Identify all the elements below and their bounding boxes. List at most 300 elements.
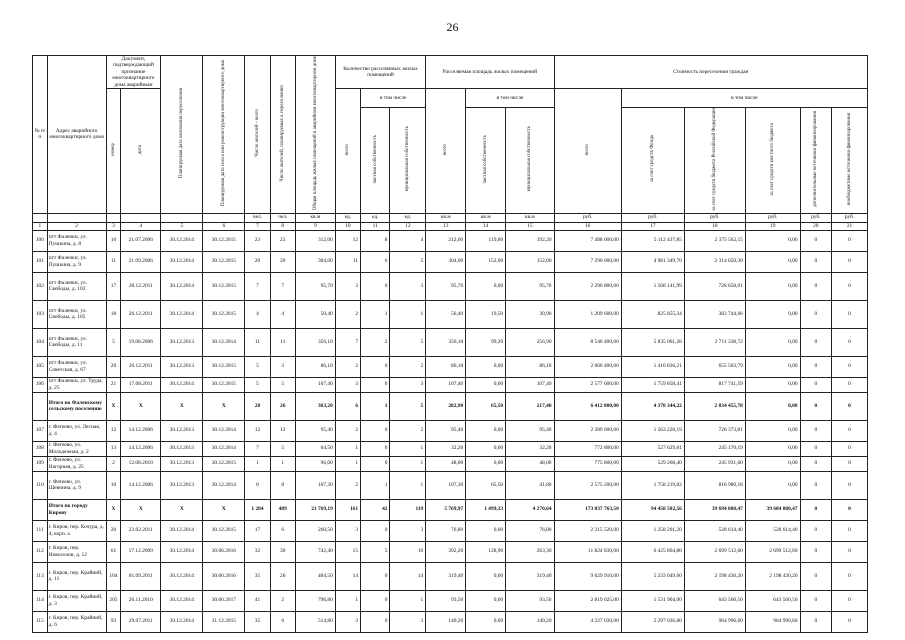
table-cell: 0,00	[466, 420, 506, 441]
table-cell: 76,80	[506, 520, 554, 541]
table-cell: 8	[270, 471, 295, 499]
table-cell: 41	[245, 590, 270, 611]
table-cell: 404,50	[295, 562, 335, 590]
subtotal-row	[33, 392, 868, 420]
header-cost-total: всего	[554, 89, 621, 214]
resettlement-table-wrapper	[32, 55, 868, 633]
table-cell: 28	[245, 392, 270, 420]
column-number-cell: 8	[270, 222, 295, 230]
table-cell: 2 198 430,20	[684, 562, 745, 590]
table-cell: 107,40	[426, 377, 466, 392]
table-cell: 2 198 430,20	[745, 562, 800, 590]
table-cell: 18	[106, 300, 121, 328]
table-cell: 2 297 036,80	[621, 611, 684, 632]
header-area-private: частная собственность	[466, 107, 506, 213]
table-cell: 392,20	[426, 541, 466, 562]
table-cell: 356,10	[295, 328, 335, 356]
table-cell: 26.11.2010	[121, 590, 161, 611]
table-cell: 212,00	[426, 230, 466, 251]
address-cell: г. Фатеево, ул. Молодежная, д. 2	[47, 441, 106, 456]
table-cell: 0,00	[745, 377, 800, 392]
table-cell: 26.12.2011	[121, 356, 161, 377]
table-cell: 514,80	[295, 611, 335, 632]
header-doc: Документ, подтверждающий признание многоквартирного дома аварийным	[106, 56, 161, 89]
table-cell: 8 546 400,00	[554, 328, 621, 356]
table-header	[33, 56, 868, 223]
table-cell: 5	[270, 441, 295, 456]
column-number-cell: 6	[203, 222, 245, 230]
table-cell: 0	[832, 611, 868, 632]
header-address: Адрес аварийного многоквартирного дома	[47, 56, 106, 214]
table-cell: 106	[33, 377, 48, 392]
header-rooms-incl: в том числе	[361, 89, 426, 108]
address-cell: пгт Фаленки, ул. Пушкина, д. 9	[47, 251, 106, 272]
table-cell: 7	[335, 328, 360, 356]
table-cell: 0	[361, 590, 390, 611]
table-cell: 0	[800, 456, 832, 471]
column-number-cell: 9	[295, 222, 335, 230]
table-cell: 2	[390, 420, 426, 441]
table-cell: 11	[335, 251, 360, 272]
unit-cell: руб.	[554, 213, 621, 222]
table-cell: 356,10	[426, 328, 466, 356]
table-cell: 2	[361, 328, 390, 356]
table-row	[33, 230, 868, 251]
table-cell: 17.08.2011	[121, 377, 161, 392]
table-cell: 35	[245, 562, 270, 590]
table-cell: 2 711 338,72	[684, 328, 745, 356]
unit-cell: ед.	[390, 213, 426, 222]
column-number-cell: 3	[106, 222, 121, 230]
table-cell: 0,00	[745, 328, 800, 356]
table-cell: 2 699 512,60	[745, 541, 800, 562]
unit-cell: кв.м	[295, 213, 335, 222]
table-cell: 0,00	[466, 520, 506, 541]
table-cell: 103	[33, 300, 48, 328]
table-cell: 11	[245, 328, 270, 356]
table-cell: 528 614,40	[684, 520, 745, 541]
table-cell: 0	[361, 272, 390, 300]
resettlement-table	[32, 55, 868, 633]
header-area-total: Общая площадь жилых помещений в аварийном многоквартирном доме	[295, 56, 335, 214]
header-rooms-count: Количество расселяемых жилых помещений	[335, 56, 425, 89]
table-cell: 42	[361, 499, 390, 520]
table-cell: 20	[245, 251, 270, 272]
table-cell: 6	[335, 392, 360, 420]
table-cell: 95,40	[426, 420, 466, 441]
table-cell: 0,00	[466, 562, 506, 590]
table-cell: 65,50	[466, 392, 506, 420]
table-cell: 64,50	[295, 441, 335, 456]
table-cell: 260,50	[295, 520, 335, 541]
table-cell: 282,90	[426, 392, 466, 420]
table-cell: 312,00	[295, 230, 335, 251]
header-planned-demolition: Планируемая дата сноса или реконструкции многоквартирного дома	[203, 56, 245, 214]
column-number-cell: 15	[506, 222, 554, 230]
table-cell: 0,00	[745, 230, 800, 251]
table-cell: 119,80	[466, 230, 506, 251]
unit-cell: руб.	[621, 213, 684, 222]
table-cell: 14	[335, 562, 360, 590]
table-cell: 5 112 437,85	[621, 230, 684, 251]
table-cell: 30,90	[506, 300, 554, 328]
table-cell: 2	[270, 590, 295, 611]
table-cell: 816 980,18	[684, 471, 745, 499]
table-row	[33, 272, 868, 300]
table-cell: 61	[106, 541, 121, 562]
header-cost-region: за счет средств бюджета Российской Федерации	[684, 107, 745, 213]
table-cell: 0	[361, 562, 390, 590]
table-cell: 0,00	[466, 272, 506, 300]
table-cell: 6	[270, 520, 295, 541]
table-cell: 0	[800, 392, 832, 420]
table-cell: 3	[270, 356, 295, 377]
header-doc-date: дата	[121, 89, 161, 214]
header-doc-number: номер	[106, 89, 121, 214]
table-cell: 30.12.2015	[203, 520, 245, 541]
table-cell: 0	[832, 590, 868, 611]
address-cell: пгт Фаленки, ул. Советская, д. 67	[47, 356, 106, 377]
table-cell: 0,00	[466, 441, 506, 456]
table-cell: 30	[270, 541, 295, 562]
table-cell: 2	[335, 471, 360, 499]
table-cell: 1 758 219,82	[621, 471, 684, 499]
table-cell: 0	[832, 328, 868, 356]
table-cell: 2 375 562,15	[684, 230, 745, 251]
table-cell: 30.06.2017	[203, 590, 245, 611]
table-cell: 0	[832, 377, 868, 392]
table-cell: 3	[390, 611, 426, 632]
table-cell: 1	[390, 590, 426, 611]
table-cell: 112	[33, 541, 48, 562]
table-cell: 4 378 344,22	[621, 392, 684, 420]
table-cell: 0	[361, 420, 390, 441]
table-cell: 128,90	[466, 541, 506, 562]
table-cell: 115	[33, 611, 48, 632]
unit-cell: чел.	[270, 213, 295, 222]
table-cell: 192,20	[506, 230, 554, 251]
table-cell: 0	[800, 520, 832, 541]
table-row	[33, 590, 868, 611]
table-cell: 30.12.2014	[203, 328, 245, 356]
table-cell: 30.12.2013	[161, 471, 203, 499]
header-cost-other: внебюджетные источники финансирования	[832, 107, 868, 213]
column-number-cell: 12	[390, 222, 426, 230]
table-cell: 1 499,33	[466, 499, 506, 520]
table-cell: 1	[390, 300, 426, 328]
column-number-cell: 13	[426, 222, 466, 230]
table-cell: 1 563 226,19	[621, 420, 684, 441]
table-cell: 23	[270, 230, 295, 251]
header-cost-extra: дополнительные источники финансирования	[800, 107, 832, 213]
table-cell: X	[203, 499, 245, 520]
table-cell: 1 258 201,20	[621, 520, 684, 541]
table-cell: 21.09.2006	[121, 251, 161, 272]
table-cell: 2 577 600,00	[554, 377, 621, 392]
table-cell: 0	[800, 251, 832, 272]
address-cell: г. Киров, пер. Кочура, д. 4, корп. а	[47, 520, 106, 541]
table-cell: 39 684 880,47	[745, 499, 800, 520]
column-number-cell: 16	[554, 222, 621, 230]
table-cell: 245 170,19	[684, 441, 745, 456]
table-cell: 140,20	[506, 611, 554, 632]
table-cell: 0	[832, 520, 868, 541]
table-cell: 50,40	[295, 300, 335, 328]
table-cell: 1	[390, 471, 426, 499]
table-cell: 8	[361, 230, 390, 251]
table-cell: 30.12.2015	[203, 251, 245, 272]
table-row	[33, 300, 868, 328]
address-cell: Итого по Фаленскому сельскому поселению	[47, 392, 106, 420]
table-cell	[33, 392, 48, 420]
table-cell: 6 412 800,00	[554, 392, 621, 420]
table-cell: 319,40	[506, 562, 554, 590]
table-cell: 0	[832, 562, 868, 590]
table-cell: 94 458 502,56	[621, 499, 684, 520]
table-cell: 0	[361, 456, 390, 471]
header-planned-resettlement: Планируемая дата окончания переселения	[161, 56, 203, 214]
table-cell: X	[203, 392, 245, 420]
table-cell: 17	[245, 520, 270, 541]
column-number-cell: 4	[121, 222, 161, 230]
header-cost-fund: за счет средств Фонда	[621, 107, 684, 213]
column-number-cell: 1	[33, 222, 48, 230]
table-cell: 2	[335, 300, 360, 328]
table-cell: 107	[33, 420, 48, 441]
table-cell: 0,00	[466, 377, 506, 392]
table-cell: 76,80	[426, 520, 466, 541]
table-cell: 383 744,66	[684, 300, 745, 328]
table-row	[33, 356, 868, 377]
table-cell: 12	[106, 420, 121, 441]
table-row	[33, 251, 868, 272]
table-cell: X	[106, 392, 121, 420]
table-cell: 14.12.2006	[121, 471, 161, 499]
table-cell: 0	[800, 230, 832, 251]
table-cell: 2 314 650,30	[684, 251, 745, 272]
table-cell: 0	[832, 499, 868, 520]
address-cell: пгт Фаленки, ул. Свободы, д. 11	[47, 328, 106, 356]
table-cell: 1	[390, 456, 426, 471]
unit-cell: руб.	[684, 213, 745, 222]
table-cell: 28.12.2011	[121, 272, 161, 300]
table-cell: 0	[800, 562, 832, 590]
table-cell: 21	[106, 377, 121, 392]
table-cell: 655 563,79	[684, 356, 745, 377]
table-cell: 4	[245, 300, 270, 328]
table-cell: 0	[832, 230, 868, 251]
table-cell: 30.12.2014	[161, 611, 203, 632]
header-residents: Число жителей - всего	[245, 56, 270, 214]
table-cell: 0,00	[745, 272, 800, 300]
table-cell: 30.12.2014	[161, 520, 203, 541]
table-cell: X	[106, 499, 121, 520]
table-cell: 23.02.2011	[121, 520, 161, 541]
table-cell: 1 531 904,00	[621, 590, 684, 611]
table-cell: 363,20	[295, 392, 335, 420]
address-cell: г. Киров, пер. Крайний, д. 6	[47, 611, 106, 632]
table-cell: 245 931,60	[684, 456, 745, 471]
table-cell: 114	[33, 590, 48, 611]
table-cell: 5	[390, 328, 426, 356]
table-cell: 7 296 000,00	[554, 251, 621, 272]
table-cell: 1	[245, 456, 270, 471]
table-cell: 1 284	[245, 499, 270, 520]
table-cell: 17	[106, 272, 121, 300]
table-cell: 19,50	[466, 300, 506, 328]
table-cell: 19.08.2006	[121, 328, 161, 356]
unit-cell: кв.м	[466, 213, 506, 222]
table-cell: 0	[361, 520, 390, 541]
table-cell: 30.12.2014	[161, 251, 203, 272]
unit-cell: руб.	[800, 213, 832, 222]
table-cell: 152,00	[466, 251, 506, 272]
table-row	[33, 562, 868, 590]
table-cell: 35	[245, 611, 270, 632]
table-cell: 48,00	[506, 456, 554, 471]
table-cell: 3	[390, 520, 426, 541]
table-cell: 2	[335, 420, 360, 441]
table-cell: 95,40	[506, 420, 554, 441]
header-cost: Стоимость переселения граждан	[554, 56, 867, 89]
table-cell: 7	[270, 272, 295, 300]
table-cell: 0	[361, 356, 390, 377]
table-cell: 108	[33, 441, 48, 456]
table-cell: 10	[106, 230, 121, 251]
column-number-cell: 20	[800, 222, 832, 230]
table-cell: 0,00	[466, 456, 506, 471]
table-cell: 01.09.2011	[121, 562, 161, 590]
column-number-cell: 10	[335, 222, 360, 230]
table-cell: 205	[106, 590, 121, 611]
table-cell: 140,20	[426, 611, 466, 632]
table-cell: 20	[106, 356, 121, 377]
table-cell: 30.12.2014	[161, 377, 203, 392]
table-cell: 113	[33, 562, 48, 590]
column-number-cell: 19	[745, 222, 800, 230]
table-cell: 3	[390, 272, 426, 300]
table-cell: 5	[270, 377, 295, 392]
table-cell: 0	[800, 441, 832, 456]
table-cell: 107,40	[506, 377, 554, 392]
table-cell: 2 575 200,00	[554, 471, 621, 499]
table-cell: 5	[245, 377, 270, 392]
header-rooms-total: всего	[335, 89, 360, 214]
table-cell: 26.12.2011	[121, 300, 161, 328]
table-cell: 1	[361, 471, 390, 499]
table-cell: 0	[832, 251, 868, 272]
table-cell: 101	[33, 251, 48, 272]
table-cell: 30.12.2013	[161, 456, 203, 471]
table-cell: 0	[800, 611, 832, 632]
table-cell: 20	[106, 520, 121, 541]
table-cell: 2	[106, 456, 121, 471]
table-cell: 30.12.2015	[203, 456, 245, 471]
table-cell: X	[121, 392, 161, 420]
address-cell: г. Киров, пер. Новоселов, д. 12	[47, 541, 106, 562]
unit-cell: руб.	[745, 213, 800, 222]
table-cell: 30.12.2014	[161, 230, 203, 251]
column-number-cell: 14	[466, 222, 506, 230]
header-area-incl: в том числе	[466, 89, 554, 108]
table-cell: 0	[800, 272, 832, 300]
table-cell: 30.12.2014	[203, 441, 245, 456]
table-cell: 6	[361, 251, 390, 272]
subtotal-row	[33, 499, 868, 520]
table-cell: 2 289 600,00	[554, 420, 621, 441]
table-cell: 0,00	[745, 441, 800, 456]
table-cell: 0,00	[745, 471, 800, 499]
table-cell: 11	[270, 328, 295, 356]
table-cell: 0	[800, 499, 832, 520]
table-cell: 256,90	[506, 328, 554, 356]
table-cell: 964 996,60	[745, 611, 800, 632]
column-number-cell: 17	[621, 222, 684, 230]
table-cell: 14	[390, 562, 426, 590]
table-cell: 2 066 400,00	[554, 356, 621, 377]
table-cell: 2	[390, 356, 426, 377]
address-cell: пгт Фаленки, ул. Свободы, д. 105	[47, 300, 106, 328]
table-cell: 0	[800, 420, 832, 441]
table-cell: 0,00	[745, 356, 800, 377]
table-cell: 95,70	[295, 272, 335, 300]
unit-cell: чел.	[245, 213, 270, 222]
table-cell: 1 759 858,41	[621, 377, 684, 392]
address-cell: г. Киров, пер. Крайний, д. 3	[47, 590, 106, 611]
table-cell: 10	[106, 471, 121, 499]
table-cell: 0	[800, 328, 832, 356]
table-cell: 2	[335, 356, 360, 377]
table-cell: 0,00	[745, 420, 800, 441]
header-cost-local: за счет средств местного бюджета	[745, 107, 800, 213]
table-cell: X	[161, 499, 203, 520]
table-cell: 30.12.2014	[161, 541, 203, 562]
table-cell: 30.12.2014	[203, 471, 245, 499]
unit-cell: кв.м	[426, 213, 466, 222]
table-cell: 772 800,00	[554, 441, 621, 456]
address-cell: пгт Фаленки, ул. Пушкина, д. 8	[47, 230, 106, 251]
table-cell: 319,40	[426, 562, 466, 590]
table-row	[33, 611, 868, 632]
table-cell: 26	[270, 392, 295, 420]
table-row	[33, 520, 868, 541]
table-cell: 11 824 830,00	[554, 541, 621, 562]
table-cell: 1	[361, 392, 390, 420]
table-cell: 30.12.2013	[161, 328, 203, 356]
table-row	[33, 420, 868, 441]
table-cell: 0	[832, 471, 868, 499]
table-cell: 86,10	[426, 356, 466, 377]
table-row	[33, 441, 868, 456]
table-row	[33, 377, 868, 392]
table-cell: 3	[335, 611, 360, 632]
table-cell: 4 981 349,70	[621, 251, 684, 272]
address-cell: г. Фатеево, ул. Лесная, д. 4	[47, 420, 106, 441]
table-cell: 0	[800, 541, 832, 562]
table-cell: 7	[245, 441, 270, 456]
table-cell: 304,00	[426, 251, 466, 272]
table-cell: 100	[33, 230, 48, 251]
table-cell: 0	[832, 272, 868, 300]
table-cell: 0,00	[466, 356, 506, 377]
table-cell: 2 699 512,60	[684, 541, 745, 562]
table-cell: 5 769,97	[426, 499, 466, 520]
table-cell: 1 410 836,21	[621, 356, 684, 377]
table-cell: 0	[800, 356, 832, 377]
table-cell: 30.12.2015	[203, 300, 245, 328]
table-cell: 3	[390, 377, 426, 392]
table-cell: 5	[390, 251, 426, 272]
